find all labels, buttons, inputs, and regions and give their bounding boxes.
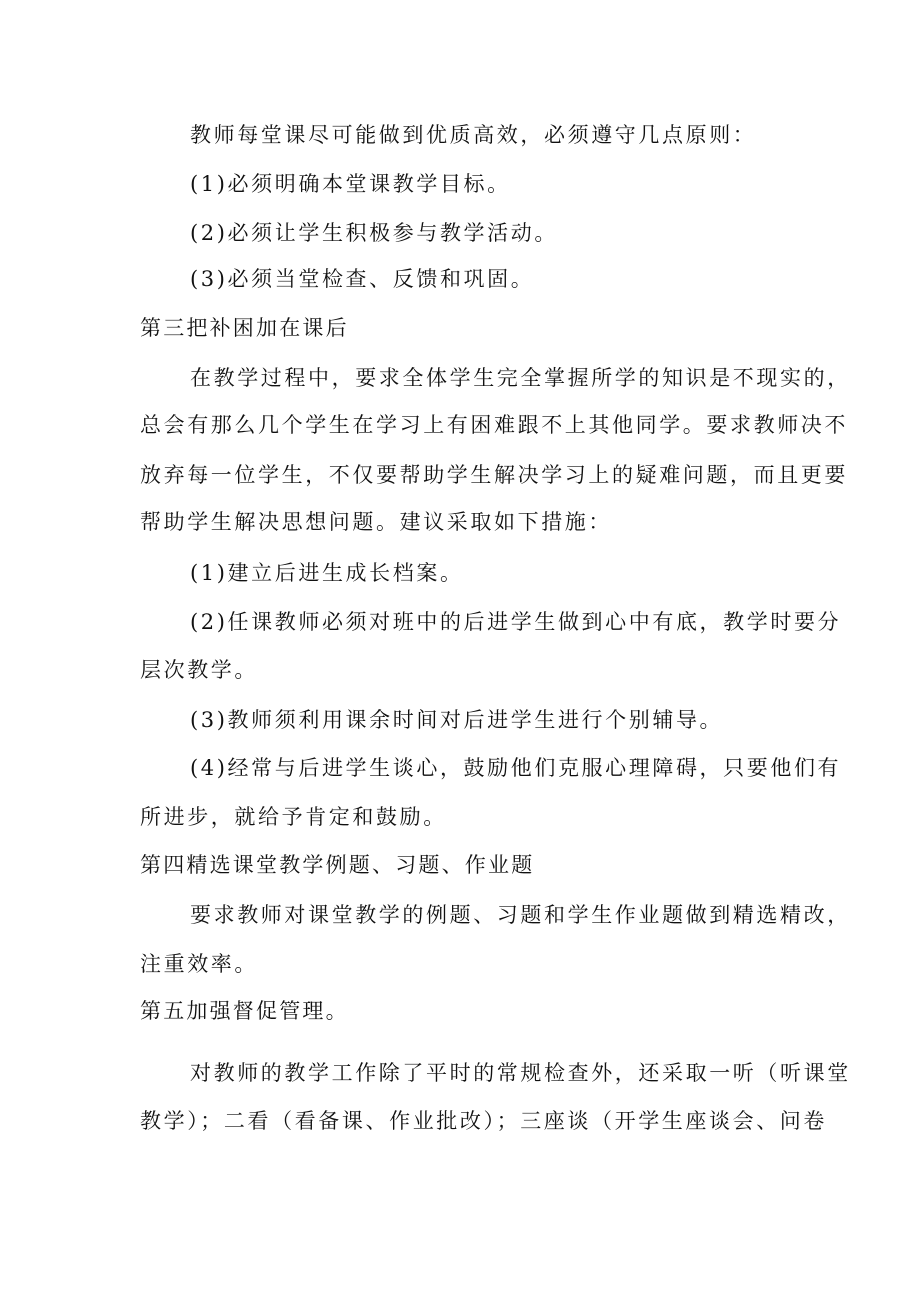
list-item: (1)建立后进生成长档案。	[190, 561, 464, 585]
list-item-continuation: 层次教学。	[140, 658, 258, 682]
list-item: (3)必须当堂检查、反馈和巩固。	[190, 267, 535, 291]
list-item: (1)必须明确本堂课教学目标。	[190, 172, 511, 196]
list-item: (4)经常与后进学生谈心，鼓励他们克服心理障碍，只要他们有	[190, 756, 842, 780]
paragraph-line: 教学）；二看（看备课、作业批改）；三座谈（开学生座谈会、问卷	[140, 1109, 827, 1133]
list-item-continuation: 所进步，就给予肯定和鼓励。	[140, 805, 447, 829]
paragraph-line: 总会有那么几个学生在学习上有困难跟不上其他同学。要求教师决不	[140, 413, 848, 437]
paragraph-line: 放弃每一位学生，不仅要帮助学生解决学习上的疑难问题，而且更要	[140, 463, 848, 487]
paragraph-line: 在教学过程中，要求全体学生完全掌握所学的知识是不现实的，	[190, 366, 851, 390]
paragraph-line: 帮助学生解决思想问题。建议采取如下措施：	[140, 510, 612, 534]
paragraph-line: 要求教师对课堂教学的例题、习题和学生作业题做到精选精改，	[190, 903, 851, 927]
paragraph-line: 教师每堂课尽可能做到优质高效，必须遵守几点原则：	[190, 123, 757, 147]
section-heading: 第三把补困加在课后	[140, 316, 349, 340]
list-item: (2)必须让学生积极参与教学活动。	[190, 221, 558, 245]
list-item: (2)任课教师必须对班中的后进学生做到心中有底，教学时要分	[190, 610, 842, 634]
list-item: (3)教师须利用课余时间对后进学生进行个别辅导。	[190, 708, 724, 732]
paragraph-line: 注重效率。	[140, 952, 258, 976]
paragraph-line: 对教师的教学工作除了平时的常规检查外，还采取一听（听课堂	[190, 1061, 851, 1085]
section-heading: 第五加强督促管理。	[140, 999, 349, 1023]
section-heading: 第四精选课堂教学例题、习题、作业题	[140, 853, 535, 877]
